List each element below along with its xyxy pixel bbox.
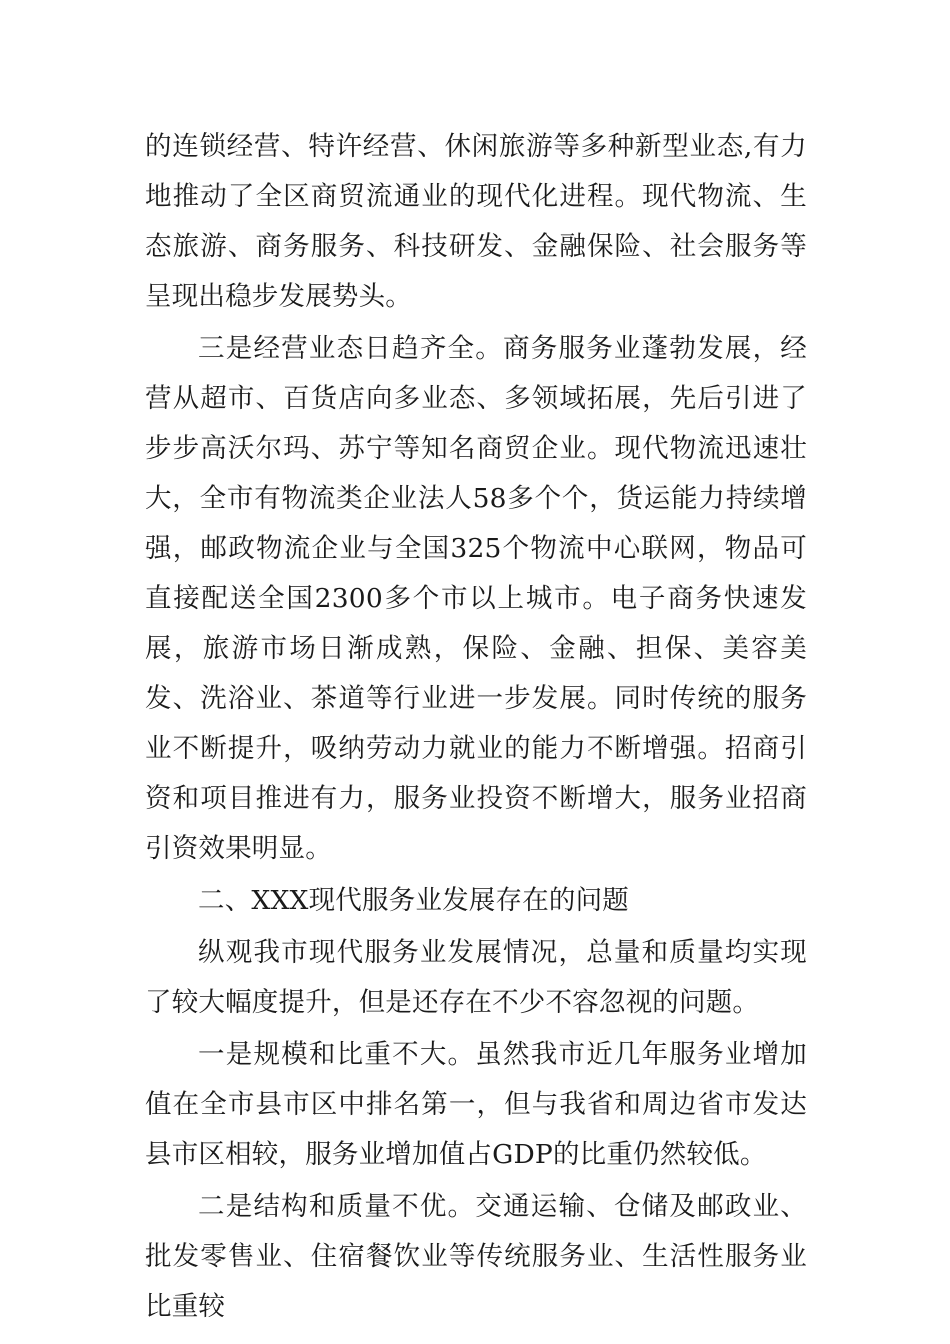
paragraph-structure-quality: 二是结构和质量不优。交通运输、仓储及邮政业、批发零售业、住宿餐饮业等传统服务业、生活性服务业比重较 xyxy=(145,1191,807,1322)
document-body xyxy=(145,122,807,1334)
paragraph-continuation: 的连锁经营、特许经营、休闲旅游等多种新型业态,有力地推动了全区商贸流通业的现代化进程。现代物流、生态旅游、商务服务、科技研发、金融保险、社会服务等呈现出稳步发展势头。 xyxy=(145,131,807,312)
paragraph-overview: 纵观我市现代服务业发展情况，总量和质量均实现了较大幅度提升，但是还存在不少不容忽视的问题。 xyxy=(145,937,807,1018)
paragraph-business-formats: 三是经营业态日趋齐全。商务服务业蓬勃发展，经营从超市、百货店向多业态、多领域拓展，先后引进了步步高沃尔玛、苏宁等知名商贸企业。现代物流迅速壮大，全市有物流类企业法人58多个个，货运能力持续增强，邮政物流企业与全国325个物流中心联网，物品可直接配送全国2300多个市以上城市。电子商务快速发展，旅游市场日渐成熟，保险、金融、担保、美容美发、洗浴业、茶道等行业进一步发展。同时传统的服务业不断提升，吸纳劳动力就业的能力不断增强。招商引资和项目推进有力，服务业投资不断增大，服务业招商引资效果明显。 xyxy=(145,333,807,864)
paragraph-scale-proportion: 一是规模和比重不大。虽然我市近几年服务业增加值在全市县市区中排名第一，但与我省和周边省市发达县市区相较，服务业增加值占GDP的比重仍然较低。 xyxy=(145,1039,807,1170)
section-heading-problems: 二、XXX现代服务业发展存在的问题 xyxy=(198,885,629,916)
